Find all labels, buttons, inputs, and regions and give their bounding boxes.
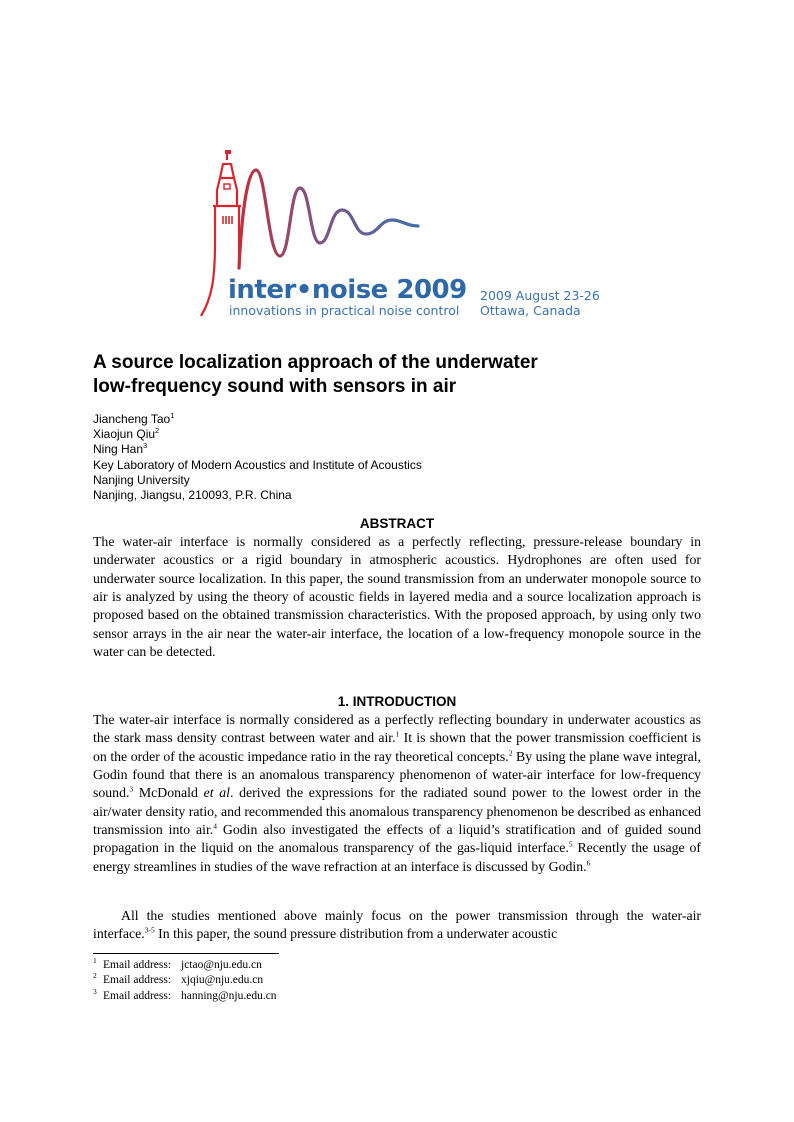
author-name: Jiancheng Tao: [93, 412, 171, 426]
author-mark: 1: [170, 411, 175, 420]
footnote-email[interactable]: jctao@nju.edu.cn: [181, 959, 262, 971]
citation: 3: [129, 784, 134, 794]
logo-tagline: innovations in practical noise control: [229, 303, 460, 318]
logo-name: inter•noise 2009: [228, 275, 467, 305]
citation: 2: [508, 748, 513, 758]
footnote-email[interactable]: xjqiu@nju.edu.cn: [181, 974, 264, 987]
text-run: By using the plane wave integral, Godin found that there is an anomalous transparency phenomenon of water-air interface for low-frequency sound.: [93, 748, 702, 801]
abstract-text: The water-air interface is normally considered as a perfectly reflecting, pressure-release boundary in underwater acoustics or a rigid boundary in atmospheric acoustics. Hydrophones are often used for underwater source localization. In this paper, the sound transmission from an underwater monopole source to air is analyzed by using the theory of acoustic fields in layered media and a source localization approach is proposed based on the obtained transmission characteristics. With the proposed approach, by using only two sensor arrays in the air near the water-air interface, the location of a low-frequency monopole source in the water can be detected.: [93, 534, 701, 660]
citation: 3-5: [144, 925, 155, 935]
author-mark: 2: [155, 426, 160, 436]
footnote-divider: [93, 953, 279, 954]
citation: 1: [395, 729, 400, 739]
affiliation-line: Key Laboratory of Modern Acoustics and Institute of Acoustics: [93, 457, 422, 472]
et-al: et al: [203, 785, 230, 801]
intro-heading: 1. INTRODUCTION: [337, 694, 457, 709]
footnote-label: Email address:: [103, 989, 172, 1002]
text-run: Recently the usage of energy streamlines in studies of the wave refraction at an interface is discussed by Godin.: [93, 840, 701, 874]
text-run: In this paper, the sound pressure distribution from a underwater acoustic: [154, 926, 558, 942]
text-run: McDonald: [133, 785, 204, 801]
author: [93, 442, 422, 457]
intro-paragraph-1: [93, 711, 701, 876]
text-run: Godin also investigated the effects of a liquid’s stratification and of guided sound propagation in the liquid on the anomalous transparency of the gas-liquid interface.: [93, 822, 702, 856]
citation: 4: [213, 821, 217, 831]
title-line-2: low-frequency sound with sensors in air: [93, 376, 457, 397]
footnote-label: Email address:: [103, 974, 172, 987]
citation: 5: [568, 839, 573, 849]
paper-title: [93, 351, 713, 399]
text-run: All the studies mentioned above mainly focus on the power transmission through the water-air interface.: [93, 908, 701, 942]
author-block: [93, 412, 422, 503]
text-run: The water-air interface is normally considered as a perfectly reflecting boundary in underwater acoustics as the stark mass density contrast between water and air.: [93, 712, 701, 746]
abstract-heading: ABSTRACT: [359, 516, 435, 531]
intro-paragraph-2: [93, 907, 701, 944]
text-run: . derived the expressions for the radiated sound power to the lowest order in the air/water density ratio, and recommended this anomalous transparency phenomenon be described as enhanced transmission into air.: [93, 785, 702, 838]
footnote: 1 Email address: jctao@nju.edu.cn: [93, 958, 277, 973]
author: [93, 412, 422, 427]
title-line-1: A source localization approach of the underwater: [93, 352, 538, 373]
footnote-label: Email address:: [103, 959, 172, 971]
author: [93, 427, 422, 442]
conference-logo: [196, 148, 616, 323]
text-run: It is shown that the power transmission coefficient is on the order of the acoustic impedance ratio in the ray theoretical concepts.: [93, 730, 701, 764]
footnote: 2 Email address: xjqiu@nju.edu.cn: [93, 973, 277, 988]
author-mark: 3: [143, 441, 148, 451]
logo-date: 2009 August 23-26: [480, 288, 600, 303]
author-name: Ning Han: [93, 442, 144, 457]
footnote: 3 Email address: hanning@nju.edu.cn: [93, 989, 277, 1004]
citation: 6: [586, 858, 591, 868]
affiliation-line: Nanjing, Jiangsu, 210093, P.R. China: [93, 488, 292, 503]
logo-place: Ottawa, Canada: [480, 303, 581, 318]
footnotes: [93, 958, 277, 1004]
author-name: Xiaojun Qiu: [93, 427, 156, 442]
footnote-email[interactable]: hanning@nju.edu.cn: [181, 989, 277, 1002]
affiliation-line: Nanjing University: [93, 472, 190, 487]
